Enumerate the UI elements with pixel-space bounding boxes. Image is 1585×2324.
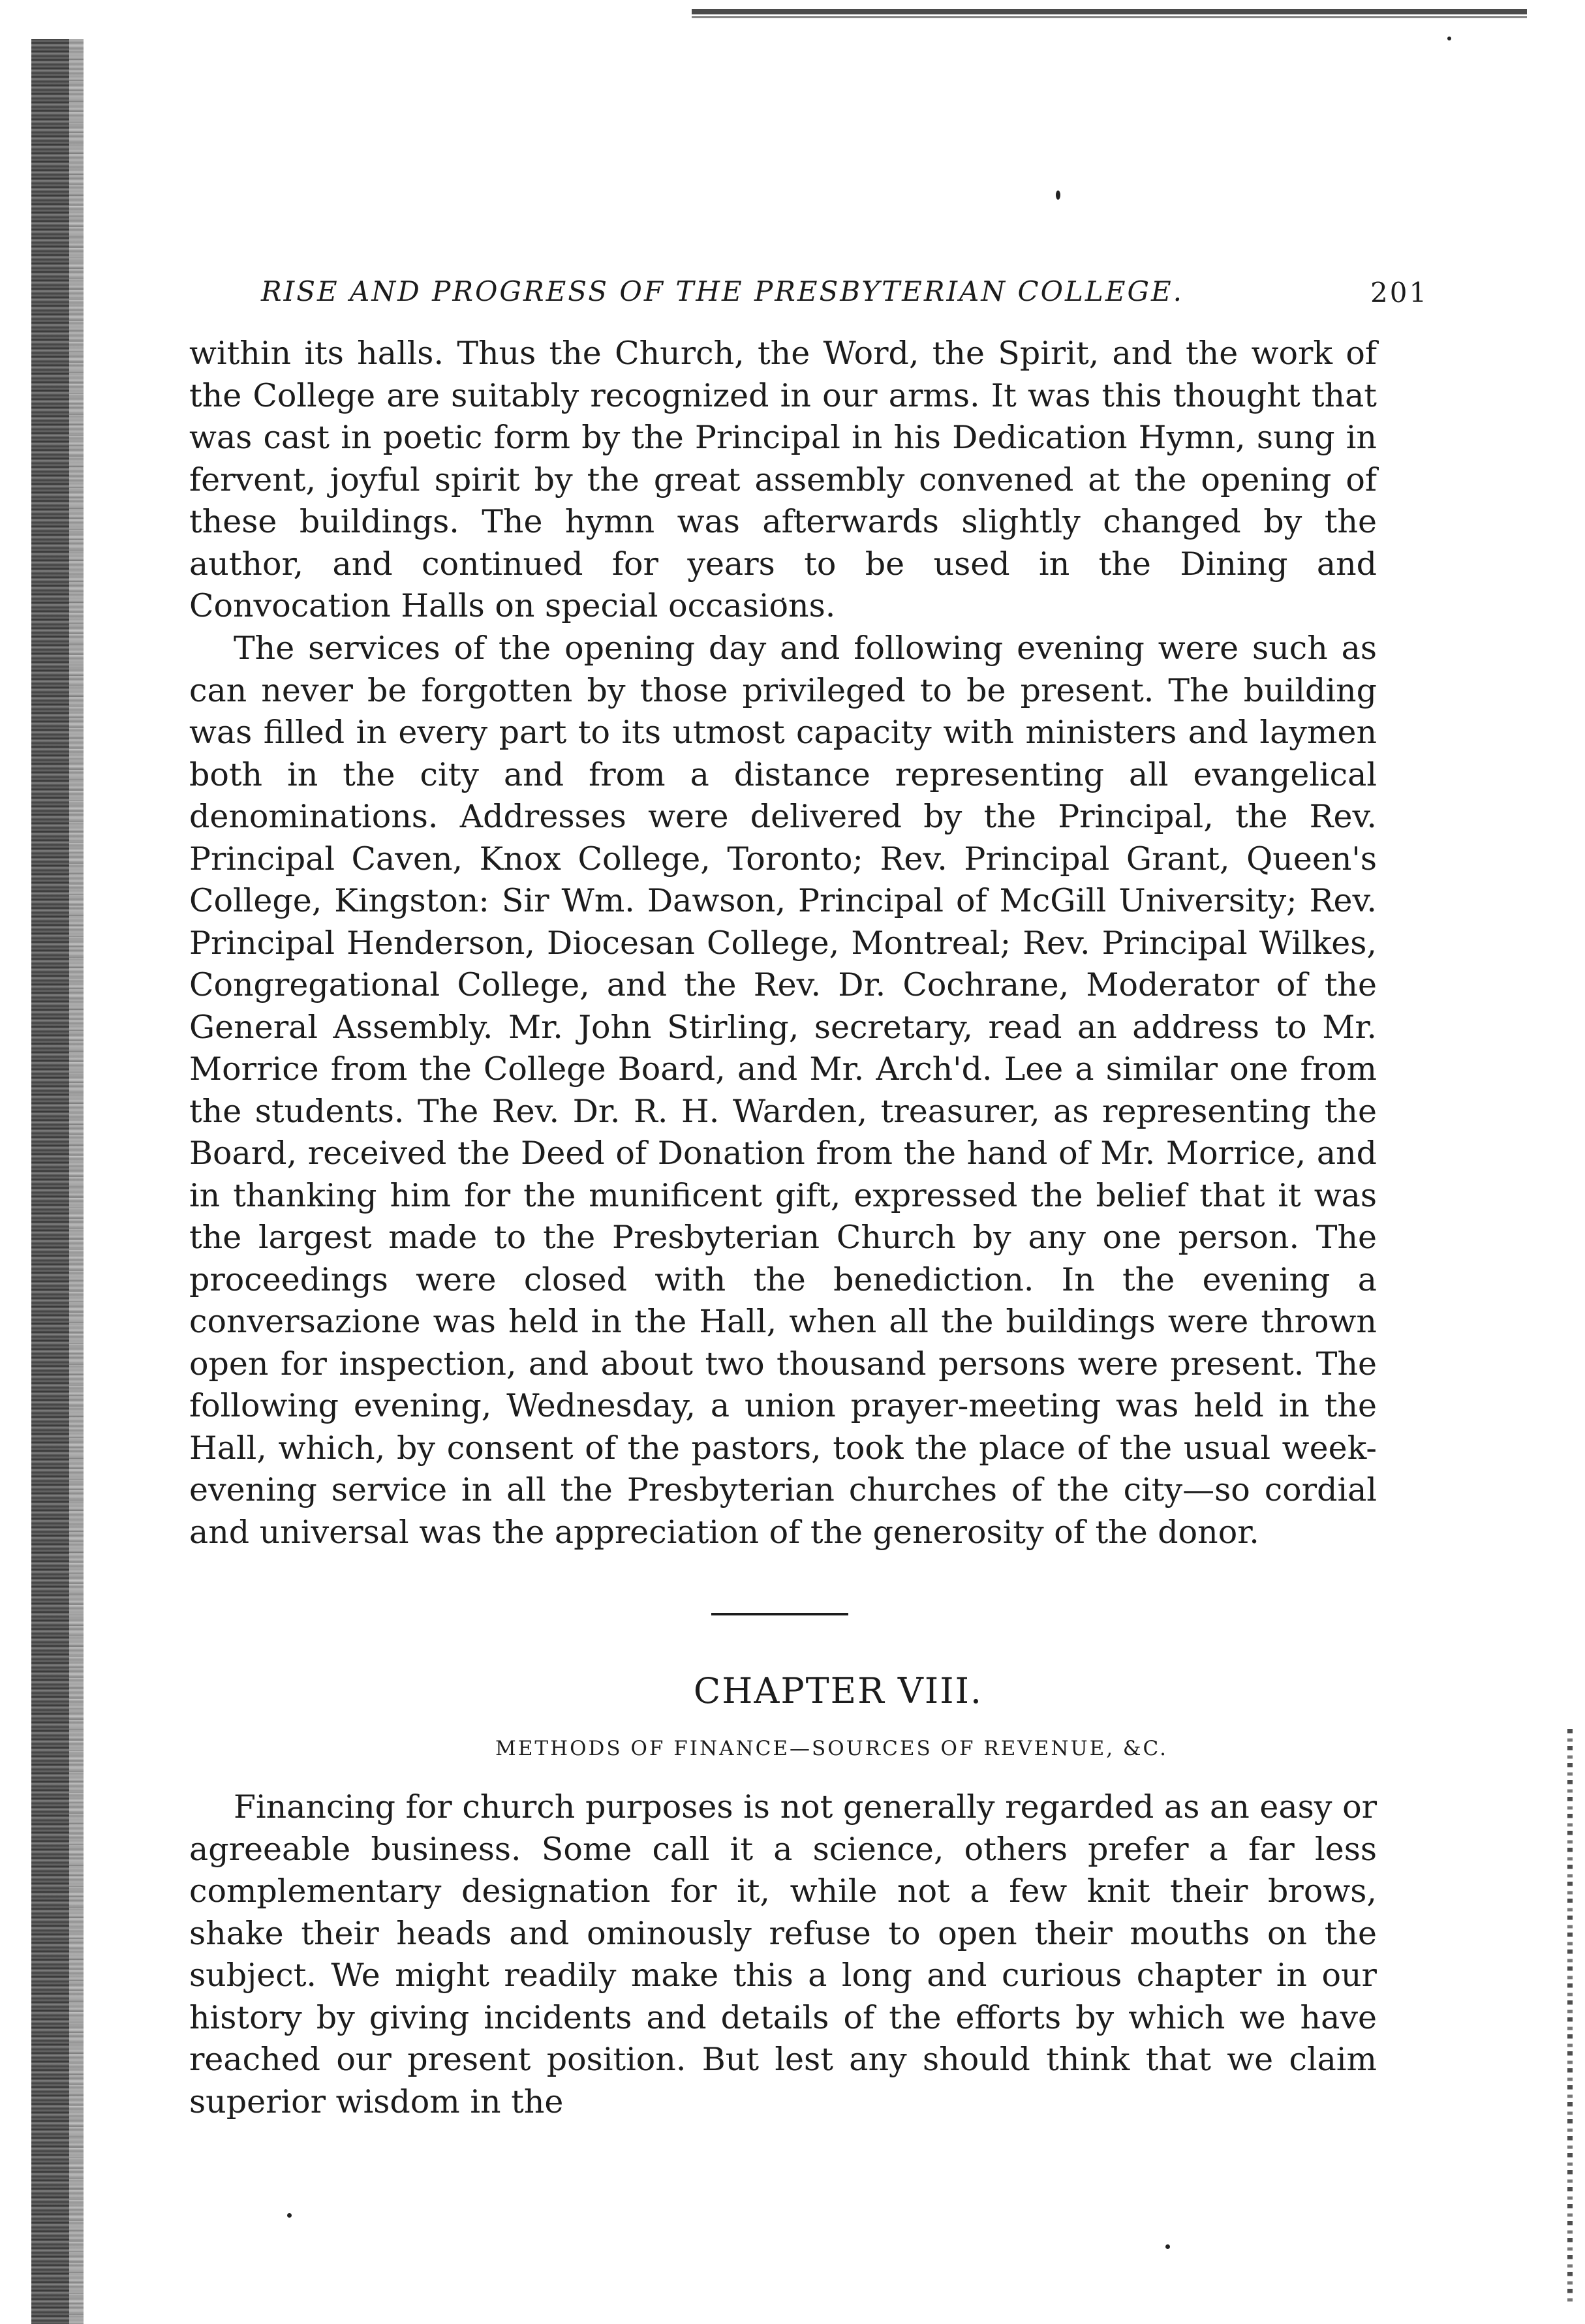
body-paragraph-1: within its halls. Thus the Church, the Word, the Spirit, and the work of the College are suitably recognized in our arms. It was this thought that was cast in poetic form by the Principal in his Dedication Hymn, sung in fervent, joyful spirit by the great assembly convened at the opening of these buildings. The hymn was afterwards slightly changed by the author, and continued for years to be used in the Dining and Convocation Halls on special occasions.: [189, 335, 1377, 624]
page-number: 201: [1370, 277, 1429, 309]
section-divider: [711, 1613, 848, 1615]
scan-right-edge-mark: [1567, 1729, 1573, 2303]
speck: [1056, 191, 1060, 200]
running-head-title: RISE AND PROGRESS OF THE PRESBYTERIAN COLLEGE.: [261, 275, 1184, 307]
speck: [1447, 37, 1451, 40]
scan-top-rule: [692, 9, 1527, 21]
body-paragraph-2: The services of the opening day and following evening were such as can never be forgotten by those privileged to be present. The building was filled in every part to its utmost capacity with ministers and laymen both in the city and from a distance representing all evangelical denominations. Addresses were delivered by the Principal, the Rev. Principal Caven, Knox College, Toronto; Rev. Principal Grant, Queen's College, Kingston: Sir Wm. Dawson, Principal of McGill University; Rev. Principal Henderson, Diocesan College, Montreal; Rev. Principal Wilkes, Congregational College, and the Rev. Dr. Cochrane, Moderator of the General Assembly. Mr. John Stirling, secretary, read an address to Mr. Morrice from the College Board, and Mr. Arch'd. Lee a similar one from the students. The Rev. Dr. R. H. Warden, treasurer, as representing the Board, received the Deed of Donation from the hand of Mr. Morrice, and in thanking him for the munificent gift, expressed the belief that it was the largest made to the Presbyterian Church by any one person. The proceedings were closed with the benediction. In the evening a conversazione was held in the Hall, when all the buildings were thrown open for inspection, and about two thousand persons were present. The following evening, Wednesday, a union prayer-meeting was held in the Hall, which, by consent of the pastors, took the place of the usual week-evening service in all the Presbyterian churches of the city—so cordial and universal was the appreciation of the generosity of the donor.: [189, 630, 1377, 1551]
scan-binding-edge: [31, 39, 84, 2324]
speck: [287, 2213, 292, 2218]
chapter-title: CHAPTER VIII.: [693, 1670, 983, 1711]
running-head: [261, 275, 1436, 314]
chapter-paragraph-1: Financing for church purposes is not generally regarded as an easy or agreeable business. Some call it a science, others prefer a far less complementary designation for it, while not a few knit their brows, shake their heads and ominously refuse to open their mouths on the subject. We might readily make this a long and curious chapter in our history by giving incidents and details of the efforts by which we have reached our present position. But lest any should think that we claim superior wisdom in the: [189, 1788, 1377, 2120]
chapter-subtitle: METHODS OF FINANCE—SOURCES OF REVENUE, &C.: [495, 1737, 1168, 1760]
speck: [1165, 2244, 1170, 2249]
